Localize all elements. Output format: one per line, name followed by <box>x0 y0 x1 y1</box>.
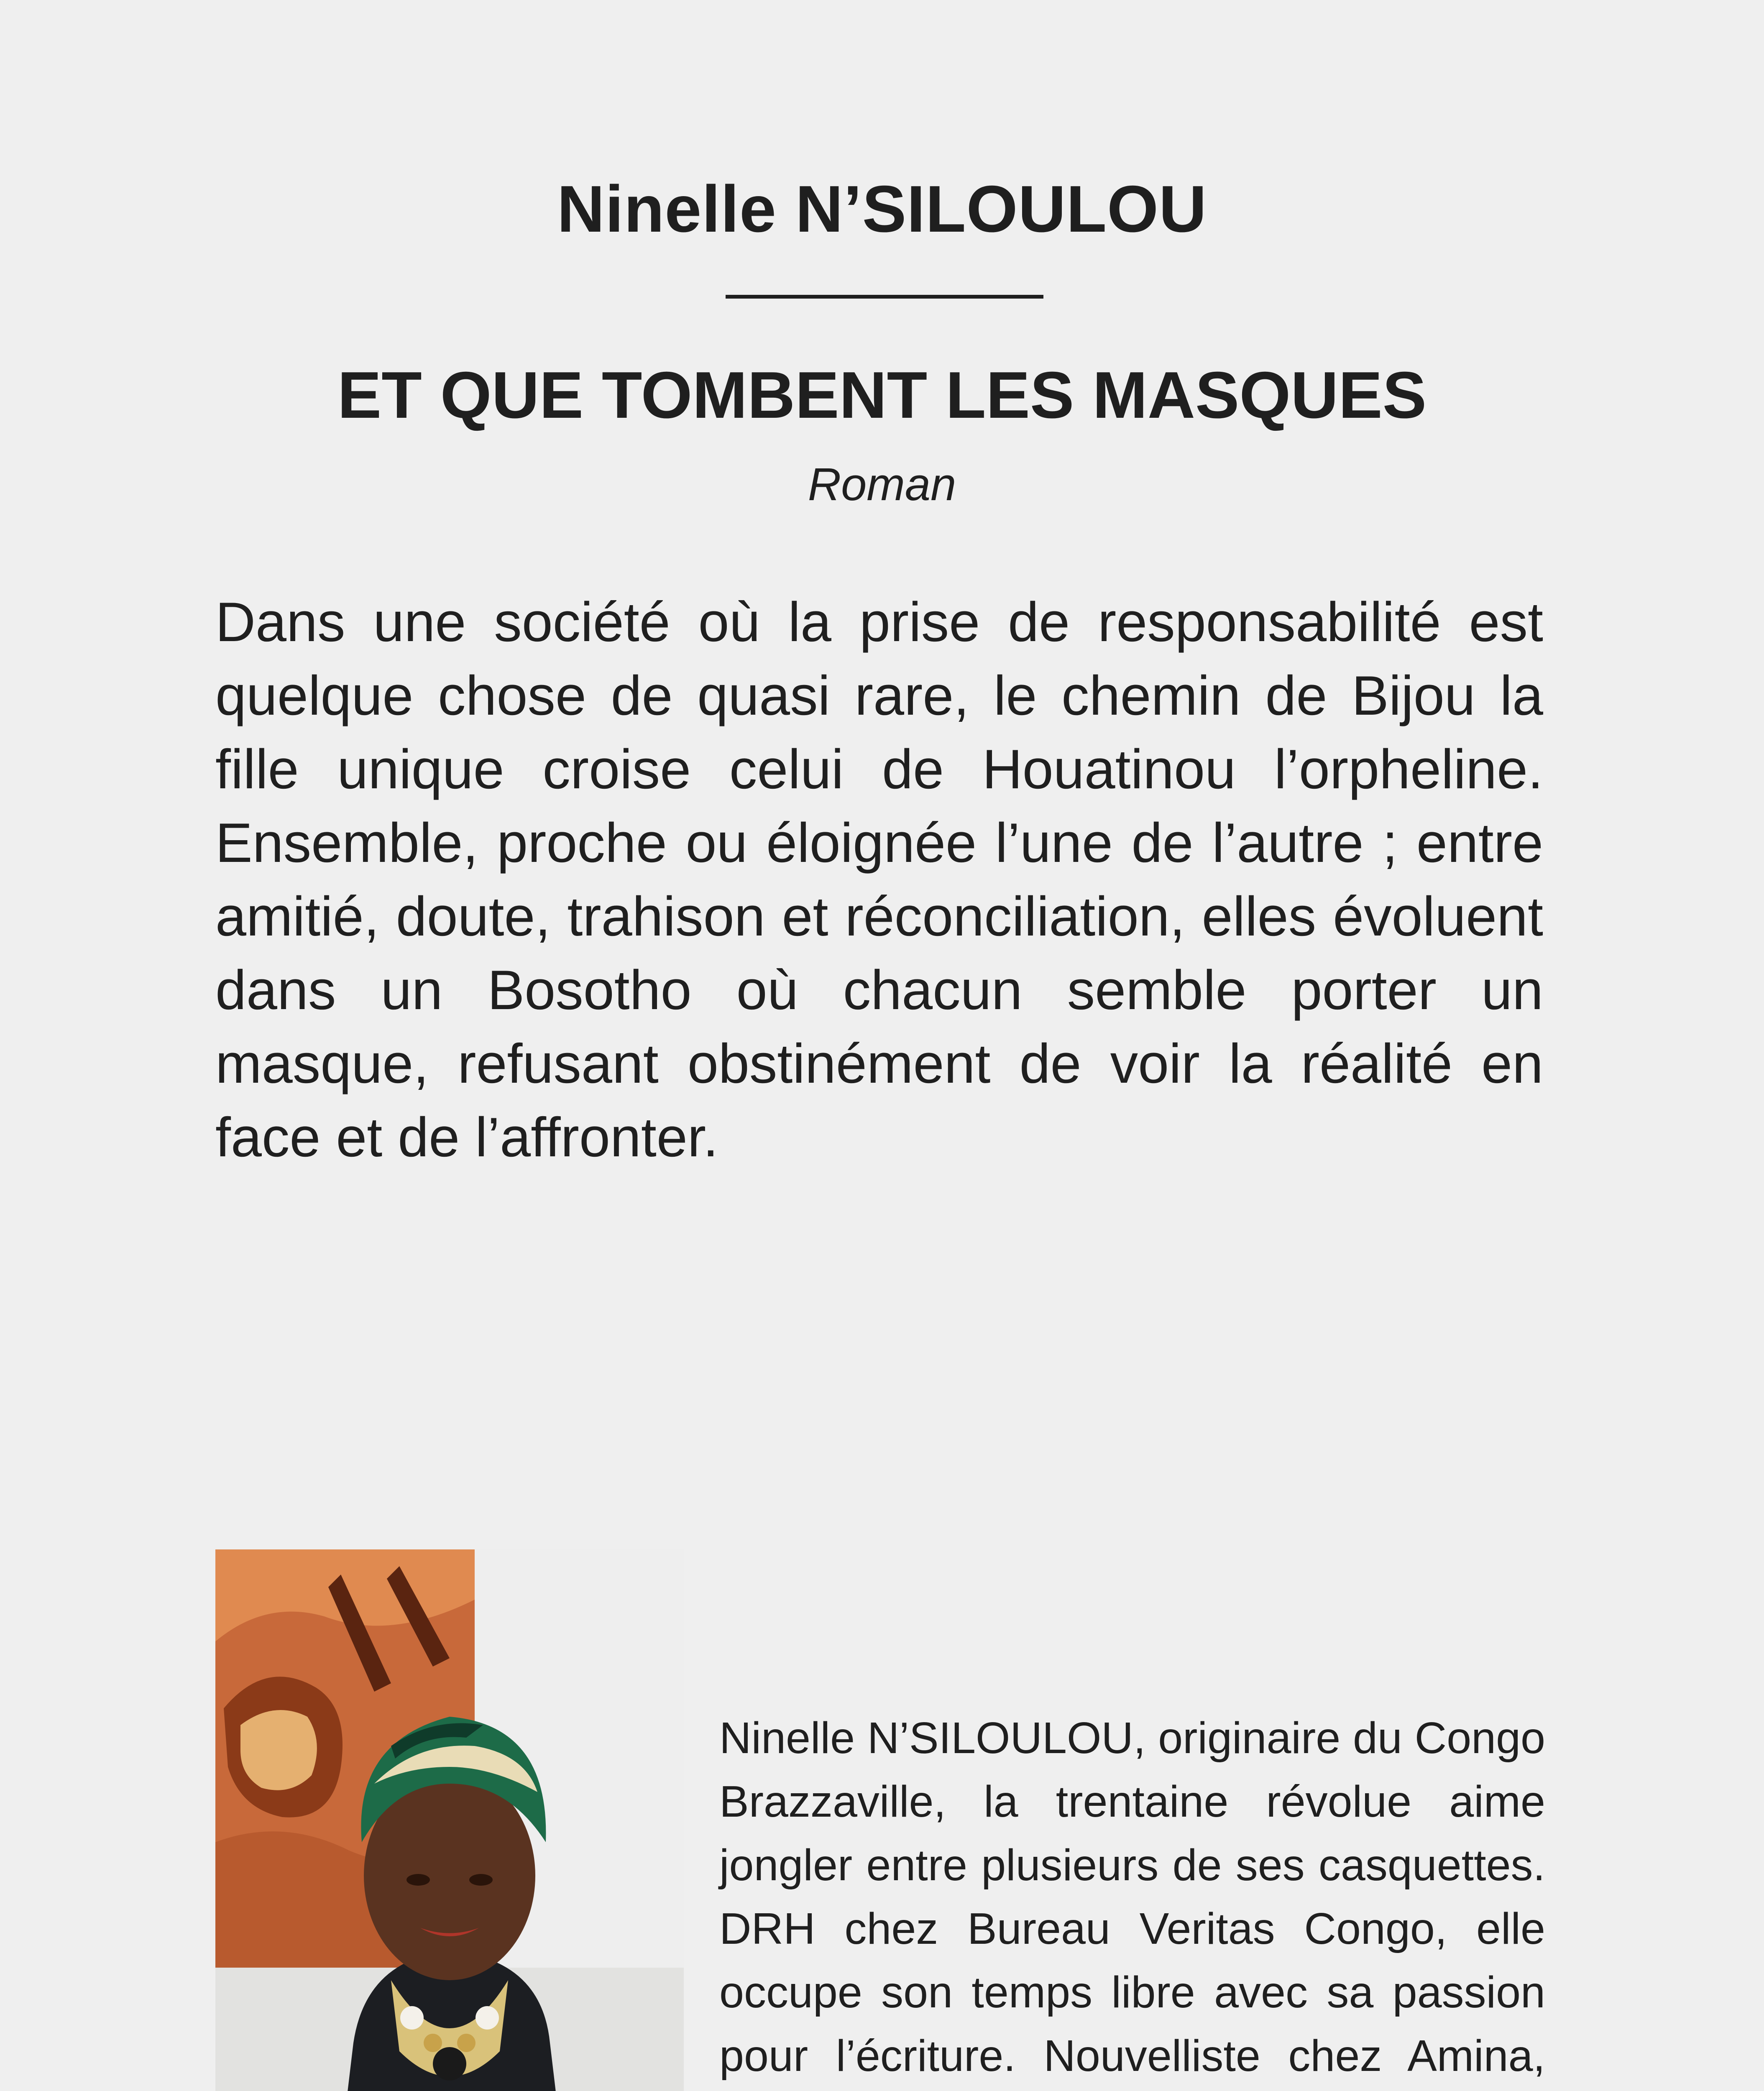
book-title: ET QUE TOMBENT LES MASQUES <box>337 358 1427 432</box>
author-biography <box>719 1706 1545 2091</box>
book-summary: Dans une société où la prise de responsabilité est quelque chose de quasi rare, le chemin de Bijou la fille unique croise celui de Houatinou l’orpheline. Ensemble, proche ou éloignée l’une de l’autre ; entre amitié, doute, trahison et réconciliation, elles évoluent dans un Bosotho où chacun semble porter un masque, refusant obstinément de voir la réalité en face et de l’affronter. <box>215 591 1543 1168</box>
genre-label: Roman <box>808 459 956 510</box>
author-name: Ninelle N’SILOULOU <box>557 172 1207 246</box>
bio-text: Ninelle N’SILOULOU, originaire du Congo Brazzaville, la trentaine révolue aime jongler entre plusieurs de ses casquettes. DRH chez Bureau Veritas Congo, elle occupe son temps libre avec sa passion pour l’écriture. Nouvelliste chez Amina, <box>719 1713 1545 2081</box>
title-divider <box>726 295 1043 299</box>
author-photo <box>215 1549 684 2091</box>
